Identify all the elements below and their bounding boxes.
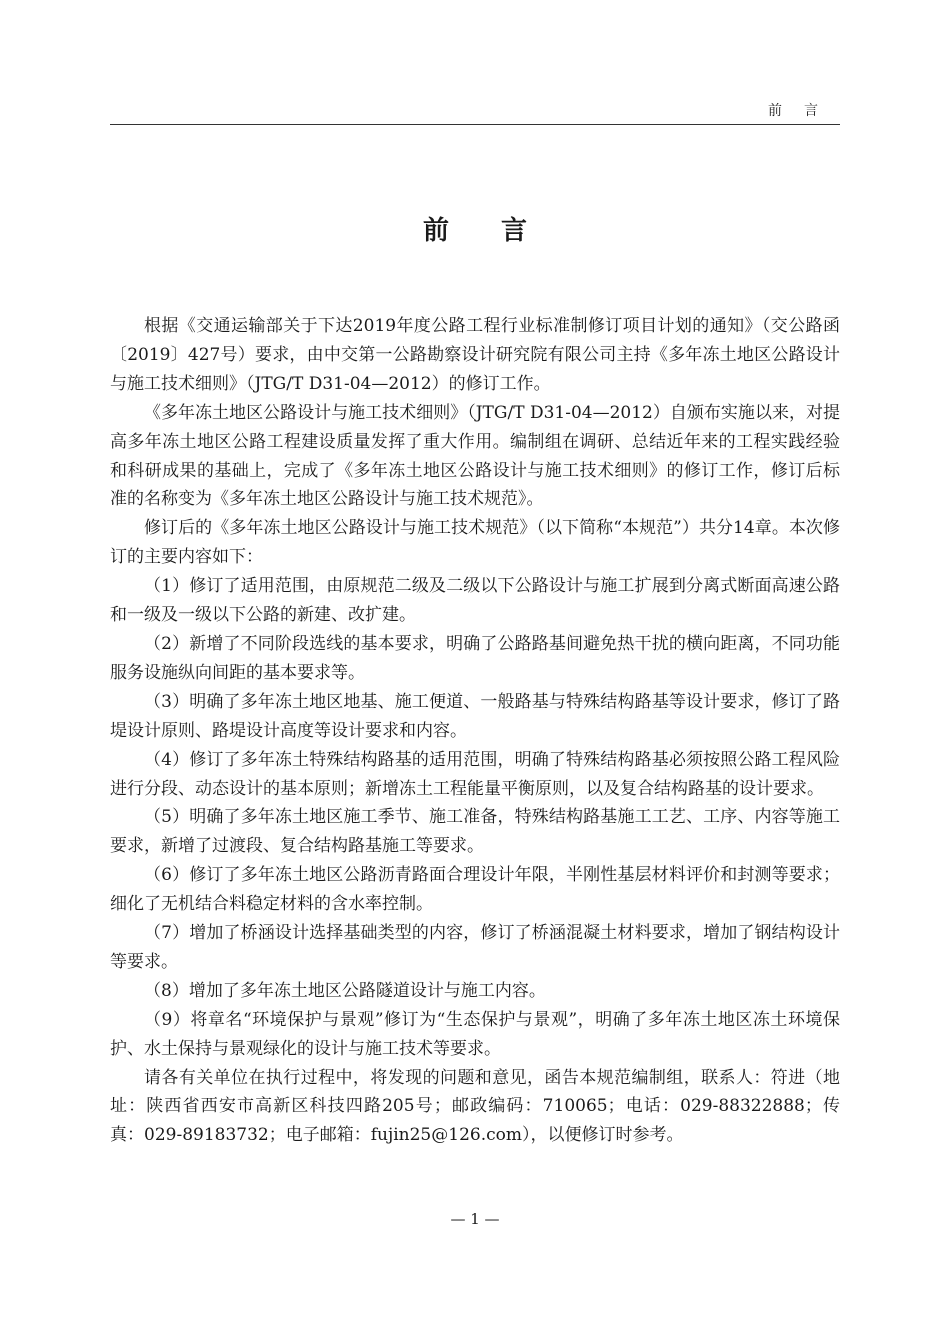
list-item: （2）新增了不同阶段选线的基本要求，明确了公路路基间避免热干扰的横向距离，不同功能服务设施纵向间距的基本要求等。 bbox=[110, 633, 840, 683]
paragraph: 修订后的《多年冻土地区公路设计与施工技术规范》（以下简称“本规范”）共分14章。本次修订的主要内容如下： bbox=[110, 518, 840, 568]
page-title: 前言 bbox=[422, 216, 579, 246]
contact-paragraph: 请各有关单位在执行过程中，将发现的问题和意见，函告本规范编制组，联系人：符进（地址：陕西省西安市高新区科技四路205号；邮政编码：710065；电话：029-88322888；传真：029-89183732；电子邮箱：fujin25@126.com），以便修订时参考。 bbox=[110, 1067, 840, 1146]
list-item: （9）将章名“环境保护与景观”修订为“生态保护与景观”，明确了多年冻土地区冻土环境保护、水土保持与景观绿化的设计与施工技术等要求。 bbox=[110, 1009, 840, 1059]
body-text bbox=[110, 312, 840, 1150]
list-item: （6）修订了多年冻土地区公路沥青路面合理设计年限，半刚性基层材料评价和封测等要求；细化了无机结合料稳定材料的含水率控制。 bbox=[110, 865, 840, 915]
list-item: （7）增加了桥涵设计选择基础类型的内容，修订了桥涵混凝土材料要求，增加了钢结构设计等要求。 bbox=[110, 923, 840, 972]
page-number: — 1 — bbox=[450, 1210, 500, 1228]
running-header-title: 前言 bbox=[768, 103, 840, 119]
header-rule bbox=[110, 124, 840, 125]
paragraph: 根据《交通运输部关于下达2019年度公路工程行业标准制修订项目计划的通知》（交公路函〔2019〕427号）要求，由中交第一公路勘察设计研究院有限公司主持《多年冻土地区公路设计与施工技术细则》（JTG/T D31-04—2012）的修订工作。 bbox=[110, 316, 840, 394]
list-item: （3）明确了多年冻土地区地基、施工便道、一般路基与特殊结构路基等设计要求，修订了路堤设计原则、路堤设计高度等设计要求和内容。 bbox=[110, 691, 840, 741]
list-item: （8）增加了多年冻土地区公路隧道设计与施工内容。 bbox=[144, 980, 546, 1001]
list-item: （5）明确了多年冻土地区施工季节、施工准备，特殊结构路基施工工艺、工序、内容等施工要求，新增了过渡段、复合结构路基施工等要求。 bbox=[110, 807, 840, 857]
list-item: （4）修订了多年冻土特殊结构路基的适用范围，明确了特殊结构路基必须按照公路工程风险进行分段、动态设计的基本原则；新增冻土工程能量平衡原则，以及复合结构路基的设计要求。 bbox=[110, 749, 840, 799]
list-item: （1）修订了适用范围，由原规范二级及二级以下公路设计与施工扩展到分离式断面高速公路和一级及一级以下公路的新建、改扩建。 bbox=[110, 576, 840, 626]
paragraph: 《多年冻土地区公路设计与施工技术细则》（JTG/T D31-04—2012）自颁布实施以来，对提高多年冻土地区公路工程建设质量发挥了重大作用。编制组在调研、总结近年来的工程实践经验和科研成果的基础上，完成了《多年冻土地区公路设计与施工技术细则》的修订工作，修订后标准的名称变为《多年冻土地区公路设计与施工技术规范》。 bbox=[110, 402, 840, 510]
